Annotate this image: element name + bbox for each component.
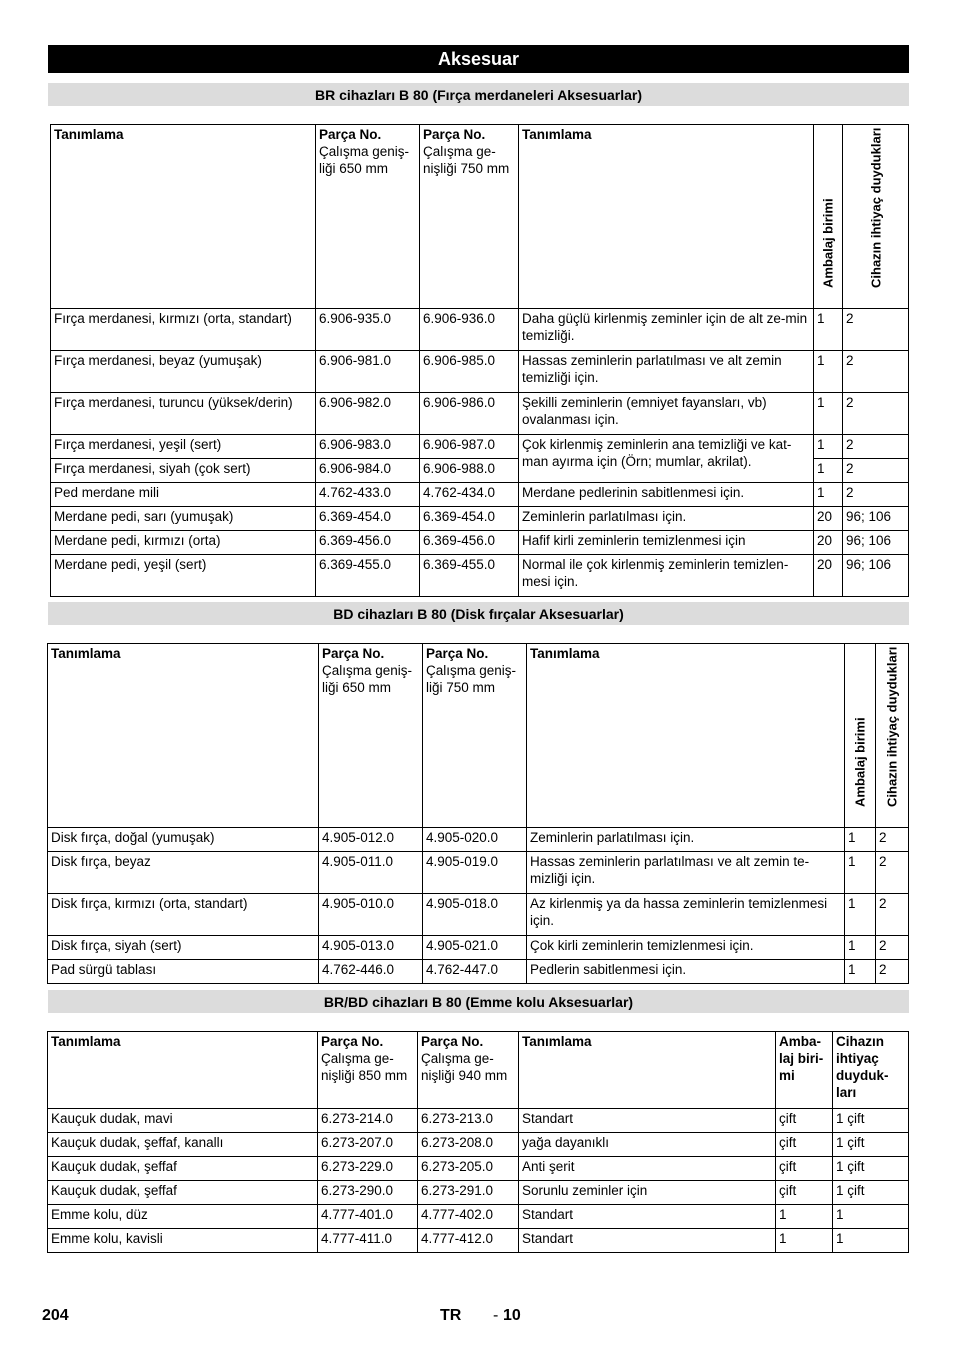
cell-part-no-b: 6.369-455.0 bbox=[420, 555, 519, 597]
header-packaging-unit: Amba-laj biri-mi bbox=[776, 1032, 833, 1109]
cell-part-no-b: 6.906-985.0 bbox=[420, 351, 519, 393]
cell-packaging: 1 bbox=[776, 1205, 833, 1229]
section-title-disk-brushes: BD cihazları B 80 (Disk fırçalar Aksesuarlar) bbox=[48, 602, 909, 625]
page-number: 204 bbox=[42, 1307, 69, 1324]
table-row bbox=[51, 507, 909, 531]
cell-part-no-b: 4.905-021.0 bbox=[423, 936, 527, 960]
section-title-brush-rollers: BR cihazları B 80 (Fırça merdaneleri Aksesuarlar) bbox=[48, 83, 909, 106]
header-part-no-750: Parça No. Çalışma ge-nişliği 750 mm bbox=[420, 125, 519, 309]
cell-part-no-a: 6.273-290.0 bbox=[318, 1181, 418, 1205]
header-packaging-unit: Ambalaj birimi bbox=[814, 125, 843, 309]
cell-part-no-b: 6.906-988.0 bbox=[420, 459, 519, 483]
cell-part-no-b: 4.762-447.0 bbox=[423, 960, 527, 984]
cell-part-no-a: 4.905-011.0 bbox=[319, 852, 423, 894]
cell-part-no-a: 6.906-981.0 bbox=[316, 351, 420, 393]
cell-part-no-b: 4.777-412.0 bbox=[418, 1229, 519, 1253]
cell-description: Kauçuk dudak, mavi bbox=[48, 1109, 318, 1133]
cell-part-no-b: 4.905-020.0 bbox=[423, 828, 527, 852]
header-device-need: Cihazın ihtiyaç duyduk-ları bbox=[833, 1032, 909, 1109]
cell-packaging: 1 bbox=[814, 483, 843, 507]
cell-usage: Sorunlu zeminler için bbox=[519, 1181, 776, 1205]
cell-part-no-b: 6.273-213.0 bbox=[418, 1109, 519, 1133]
table-header-row bbox=[51, 125, 909, 309]
cell-description: Kauçuk dudak, şeffaf bbox=[48, 1181, 318, 1205]
cell-part-no-a: 4.762-446.0 bbox=[319, 960, 423, 984]
cell-part-no-a: 4.762-433.0 bbox=[316, 483, 420, 507]
cell-need: 2 bbox=[843, 393, 909, 435]
table-row bbox=[48, 960, 909, 984]
cell-part-no-b: 6.273-205.0 bbox=[418, 1157, 519, 1181]
table-squeegee bbox=[47, 1031, 909, 1253]
cell-description: Fırça merdanesi, yeşil (sert) bbox=[51, 435, 316, 459]
cell-need: 2 bbox=[843, 483, 909, 507]
cell-usage: Az kirlenmiş ya da hassa zeminlerin temizlenmesi için. bbox=[527, 894, 845, 936]
header-usage: Tanımlama bbox=[519, 1032, 776, 1109]
cell-usage: Zeminlerin parlatılması için. bbox=[519, 507, 814, 531]
table-brush-rollers bbox=[50, 124, 909, 597]
cell-need: 1 çift bbox=[833, 1181, 909, 1205]
cell-part-no-b: 4.762-434.0 bbox=[420, 483, 519, 507]
header-description: Tanımlama bbox=[48, 644, 319, 828]
cell-part-no-a: 6.369-456.0 bbox=[316, 531, 420, 555]
cell-part-no-b: 6.906-936.0 bbox=[420, 309, 519, 351]
cell-need: 1 çift bbox=[833, 1109, 909, 1133]
cell-description: Emme kolu, kavisli bbox=[48, 1229, 318, 1253]
table-row bbox=[48, 1229, 909, 1253]
header-usage: Tanımlama bbox=[519, 125, 814, 309]
header-device-need: Cihazın ihtiyaç duydukları bbox=[843, 125, 909, 309]
cell-part-no-a: 4.905-012.0 bbox=[319, 828, 423, 852]
cell-part-no-b: 4.777-402.0 bbox=[418, 1205, 519, 1229]
header-part-no-650: Parça No. Çalışma geniş-liği 650 mm bbox=[319, 644, 423, 828]
table-row bbox=[51, 531, 909, 555]
cell-packaging: 1 bbox=[845, 894, 876, 936]
cell-usage: Şekilli zeminlerin (emniyet fayansları, vb) ovalanması için. bbox=[519, 393, 814, 435]
cell-need: 2 bbox=[843, 309, 909, 351]
cell-description: Merdane pedi, kırmızı (orta) bbox=[51, 531, 316, 555]
table-row bbox=[48, 1157, 909, 1181]
cell-packaging: 1 bbox=[845, 852, 876, 894]
cell-part-no-a: 4.777-401.0 bbox=[318, 1205, 418, 1229]
table-row bbox=[48, 828, 909, 852]
cell-need: 2 bbox=[876, 852, 909, 894]
header-part-no-750: Parça No. Çalışma geniş-liği 750 mm bbox=[423, 644, 527, 828]
cell-usage: Normal ile çok kirlenmiş zeminlerin temizlen-mesi için. bbox=[519, 555, 814, 597]
cell-packaging: çift bbox=[776, 1133, 833, 1157]
cell-need: 2 bbox=[876, 960, 909, 984]
footer-dash: - bbox=[493, 1307, 499, 1324]
cell-packaging: çift bbox=[776, 1181, 833, 1205]
cell-part-no-b: 4.905-019.0 bbox=[423, 852, 527, 894]
cell-packaging: çift bbox=[776, 1109, 833, 1133]
table-row bbox=[48, 1205, 909, 1229]
cell-packaging: 20 bbox=[814, 555, 843, 597]
cell-packaging: 1 bbox=[814, 393, 843, 435]
cell-usage: yağa dayanıklı bbox=[519, 1133, 776, 1157]
cell-part-no-a: 6.906-983.0 bbox=[316, 435, 420, 459]
cell-usage: Hafif kirli zeminlerin temizlenmesi için bbox=[519, 531, 814, 555]
cell-description: Disk fırça, doğal (yumuşak) bbox=[48, 828, 319, 852]
cell-need: 1 bbox=[833, 1229, 909, 1253]
section-title-squeegee: BR/BD cihazları B 80 (Emme kolu Aksesuarlar) bbox=[48, 990, 909, 1013]
cell-description: Disk fırça, siyah (sert) bbox=[48, 936, 319, 960]
cell-usage: Hassas zeminlerin parlatılması ve alt zemin temizliği için. bbox=[519, 351, 814, 393]
cell-usage: Pedlerin sabitlenmesi için. bbox=[527, 960, 845, 984]
cell-description: Disk fırça, kırmızı (orta, standart) bbox=[48, 894, 319, 936]
cell-description: Fırça merdanesi, siyah (çok sert) bbox=[51, 459, 316, 483]
table-row bbox=[51, 351, 909, 393]
header-part-no-940: Parça No. Çalışma ge-nişliği 940 mm bbox=[418, 1032, 519, 1109]
cell-description: Fırça merdanesi, beyaz (yumuşak) bbox=[51, 351, 316, 393]
cell-packaging: 1 bbox=[845, 936, 876, 960]
language-code: TR bbox=[440, 1307, 462, 1324]
header-device-need: Cihazın ihtiyaç duydukları bbox=[876, 644, 909, 828]
table-disk-brushes bbox=[47, 643, 909, 984]
table-row bbox=[48, 1181, 909, 1205]
table-row bbox=[48, 936, 909, 960]
cell-packaging: 1 bbox=[814, 309, 843, 351]
table-header-row bbox=[48, 644, 909, 828]
cell-need: 2 bbox=[843, 435, 909, 459]
cell-need: 2 bbox=[876, 828, 909, 852]
cell-need: 2 bbox=[843, 351, 909, 393]
cell-packaging: 1 bbox=[776, 1229, 833, 1253]
cell-packaging: 1 bbox=[845, 960, 876, 984]
cell-need: 2 bbox=[876, 936, 909, 960]
cell-usage: Çok kirli zeminlerin temizlenmesi için. bbox=[527, 936, 845, 960]
cell-usage: Hassas zeminlerin parlatılması ve alt zemin te-mizliği için. bbox=[527, 852, 845, 894]
table-row bbox=[48, 894, 909, 936]
cell-description: Kauçuk dudak, şeffaf, kanallı bbox=[48, 1133, 318, 1157]
cell-description: Ped merdane mili bbox=[51, 483, 316, 507]
cell-packaging: 1 bbox=[814, 435, 843, 459]
cell-part-no-a: 6.273-214.0 bbox=[318, 1109, 418, 1133]
cell-description: Fırça merdanesi, turuncu (yüksek/derin) bbox=[51, 393, 316, 435]
cell-part-no-a: 4.777-411.0 bbox=[318, 1229, 418, 1253]
cell-packaging: 1 bbox=[845, 828, 876, 852]
cell-need: 1 çift bbox=[833, 1133, 909, 1157]
cell-description: Kauçuk dudak, şeffaf bbox=[48, 1157, 318, 1181]
cell-need: 1 bbox=[833, 1205, 909, 1229]
cell-packaging: 1 bbox=[814, 351, 843, 393]
cell-part-no-a: 6.906-984.0 bbox=[316, 459, 420, 483]
cell-packaging: çift bbox=[776, 1157, 833, 1181]
cell-description: Fırça merdanesi, kırmızı (orta, standart) bbox=[51, 309, 316, 351]
cell-part-no-a: 6.273-207.0 bbox=[318, 1133, 418, 1157]
header-part-no-850: Parça No. Çalışma ge-nişliği 850 mm bbox=[318, 1032, 418, 1109]
cell-part-no-b: 6.369-454.0 bbox=[420, 507, 519, 531]
cell-need: 2 bbox=[876, 894, 909, 936]
header-packaging-unit: Ambalaj birimi bbox=[845, 644, 876, 828]
cell-description: Pad sürgü tablası bbox=[48, 960, 319, 984]
cell-need: 1 çift bbox=[833, 1157, 909, 1181]
table-row bbox=[51, 555, 909, 597]
table-row bbox=[51, 435, 909, 459]
cell-part-no-a: 6.369-454.0 bbox=[316, 507, 420, 531]
cell-usage: Zeminlerin parlatılması için. bbox=[527, 828, 845, 852]
cell-packaging: 20 bbox=[814, 531, 843, 555]
cell-description: Merdane pedi, yeşil (sert) bbox=[51, 555, 316, 597]
cell-part-no-a: 6.369-455.0 bbox=[316, 555, 420, 597]
table-header-row bbox=[48, 1032, 909, 1109]
cell-description: Disk fırça, beyaz bbox=[48, 852, 319, 894]
sub-page-number: 10 bbox=[503, 1307, 521, 1324]
cell-need: 96; 106 bbox=[843, 555, 909, 597]
header-part-no-650: Parça No. Çalışma geniş-liği 650 mm bbox=[316, 125, 420, 309]
cell-usage: Daha güçlü kirlenmiş zeminler için de alt ze-min temizliği. bbox=[519, 309, 814, 351]
cell-description: Emme kolu, düz bbox=[48, 1205, 318, 1229]
cell-part-no-b: 6.369-456.0 bbox=[420, 531, 519, 555]
cell-packaging: 1 bbox=[814, 459, 843, 483]
cell-usage: Standart bbox=[519, 1229, 776, 1253]
cell-part-no-b: 6.906-987.0 bbox=[420, 435, 519, 459]
cell-packaging: 20 bbox=[814, 507, 843, 531]
header-usage: Tanımlama bbox=[527, 644, 845, 828]
cell-usage: Anti şerit bbox=[519, 1157, 776, 1181]
page-title: Aksesuar bbox=[48, 45, 909, 73]
cell-usage: Standart bbox=[519, 1205, 776, 1229]
cell-usage: Standart bbox=[519, 1109, 776, 1133]
cell-need: 96; 106 bbox=[843, 531, 909, 555]
cell-part-no-a: 6.906-935.0 bbox=[316, 309, 420, 351]
cell-usage: Çok kirlenmiş zeminlerin ana temizliği ve kat-man ayırma için (Örn; mumlar, akrilat). bbox=[519, 435, 814, 483]
table-row bbox=[51, 309, 909, 351]
cell-part-no-a: 4.905-013.0 bbox=[319, 936, 423, 960]
header-description: Tanımlama bbox=[48, 1032, 318, 1109]
cell-description: Merdane pedi, sarı (yumuşak) bbox=[51, 507, 316, 531]
cell-part-no-a: 6.906-982.0 bbox=[316, 393, 420, 435]
cell-part-no-b: 6.273-291.0 bbox=[418, 1181, 519, 1205]
table-row bbox=[48, 852, 909, 894]
table-row bbox=[51, 393, 909, 435]
header-description: Tanımlama bbox=[51, 125, 316, 309]
cell-part-no-b: 4.905-018.0 bbox=[423, 894, 527, 936]
cell-part-no-b: 6.906-986.0 bbox=[420, 393, 519, 435]
table-row bbox=[48, 1109, 909, 1133]
table-row bbox=[48, 1133, 909, 1157]
cell-need: 96; 106 bbox=[843, 507, 909, 531]
cell-part-no-a: 4.905-010.0 bbox=[319, 894, 423, 936]
table-row bbox=[51, 483, 909, 507]
cell-part-no-b: 6.273-208.0 bbox=[418, 1133, 519, 1157]
cell-part-no-a: 6.273-229.0 bbox=[318, 1157, 418, 1181]
cell-need: 2 bbox=[843, 459, 909, 483]
cell-usage: Merdane pedlerinin sabitlenmesi için. bbox=[519, 483, 814, 507]
